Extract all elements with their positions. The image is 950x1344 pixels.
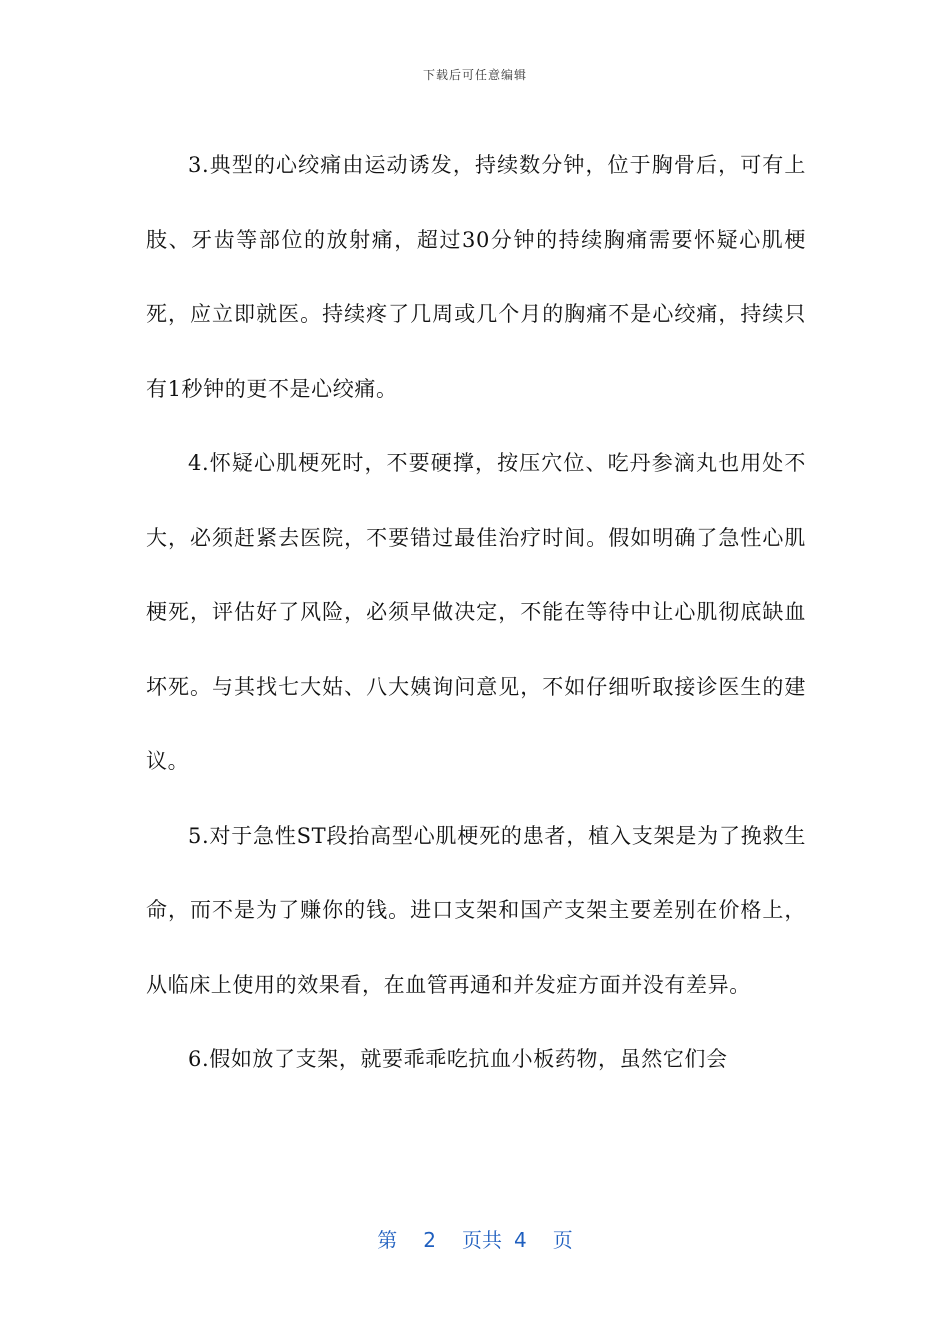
- footer-current-page: 2: [423, 1228, 436, 1252]
- header-note: 下载后可任意编辑: [422, 68, 527, 82]
- page-footer: [0, 1224, 950, 1253]
- paragraph-4: 4.怀疑心肌梗死时，不要硬撑，按压穴位、吃丹参滴丸也用处不大，必须赶紧去医院，不要错过最佳治疗时间。假如明确了急性心肌梗死，评估好了风险，必须早做决定，不能在等待中让心肌彻底缺血坏死。与其找七大姑、八大姨询问意见，不如仔细听取接诊医生的建议。: [146, 451, 806, 773]
- footer-mid: 页共: [462, 1228, 502, 1252]
- body-text: [146, 128, 806, 1097]
- footer-prefix: 第: [377, 1228, 398, 1252]
- paragraph-3: 3.典型的心绞痛由运动诱发，持续数分钟，位于胸骨后，可有上肢、牙齿等部位的放射痛，超过30分钟的持续胸痛需要怀疑心肌梗死，应立即就医。持续疼了几周或几个月的胸痛不是心绞痛，持续只有1秒钟的更不是心绞痛。: [146, 153, 806, 401]
- footer-total-pages: 4: [514, 1228, 527, 1252]
- paragraph-6: 6.假如放了支架，就要乖乖吃抗血小板药物，虽然它们会: [188, 1047, 728, 1071]
- footer-suffix: 页: [552, 1228, 573, 1252]
- paragraph-5: 5.对于急性ST段抬高型心肌梗死的患者，植入支架是为了挽救生命，而不是为了赚你的钱。进口支架和国产支架主要差别在价格上，从临床上使用的效果看，在血管再通和并发症方面并没有差异。: [146, 823, 806, 997]
